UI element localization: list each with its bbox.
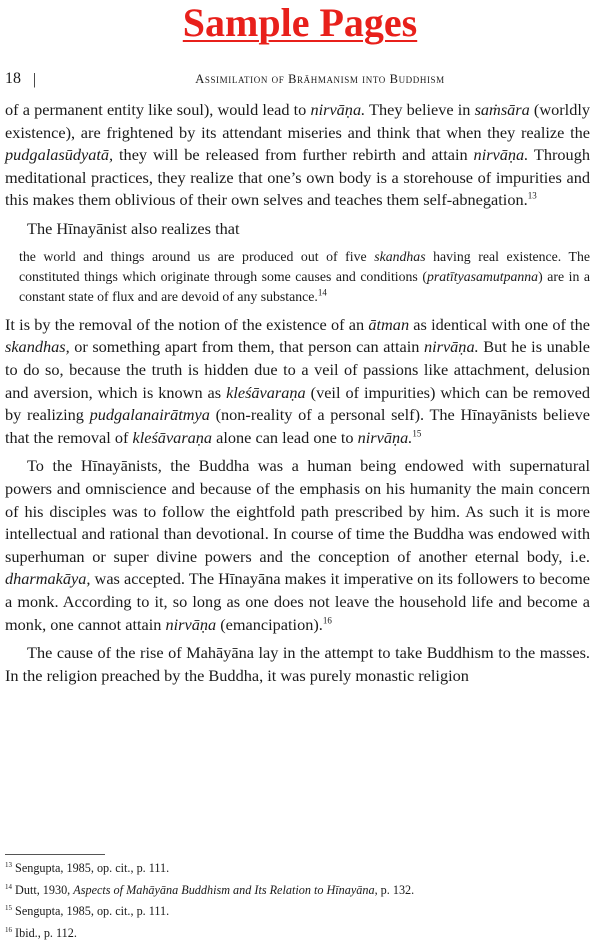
page-number: 18	[5, 70, 21, 88]
footnote-divider	[5, 854, 105, 855]
paragraph-5: The cause of the rise of Mahāyāna lay in the attempt to take Buddhism to the masses. In the religion preached by the Buddha, it was purely monastic religion	[5, 642, 590, 687]
page-body	[5, 99, 590, 687]
paragraph-1: of a permanent entity like soul), would lead to nirvāṇa. They believe in saṁsāra (worldly existence), are frightened by its attendant miseries and think that when they realize the pudgalasūdyatā, they will be released from further rebirth and attain nirvāṇa. Through meditational practices, they realize that one’s own body is a storehouse of impurities and this makes them oblivious of their own selves and teaches them self-abnegation.$^{13}$	[5, 99, 590, 212]
paragraph-4: To the Hīnayānists, the Buddha was a human being endowed with supernatural powers and omniscience and because of the emphasis on his humanity the main concern of his disciples was to follow the eightfold path prescribed by him. As such it is more intellectual and rational than devotional. In course of time the Buddha was endowed with superhuman or super divine powers and the conception of another eternal body, i.e. dharmakāya, was accepted. The Hīnayāna makes it imperative on its followers to become a monk. According to it, so long as one does not leave the household life and become a monk, one cannot attain nirvāṇa (emancipation).$^{16}$	[5, 455, 590, 636]
running-header	[0, 70, 600, 92]
footnote-ref: 16	[323, 615, 332, 625]
header-separator: |	[33, 71, 36, 89]
footnote-ref: 13	[528, 191, 537, 201]
footnotes	[5, 858, 590, 944]
block-quote: the world and things around us are produced out of five skandhas having real existence. The constituted things which originate through some causes and conditions (pratītyasamutpanna) are in a constant state of flux and are devoid of any substance.$^{14}$	[5, 247, 590, 308]
paragraph-3: It is by the removal of the notion of the existence of an ātman as identical with one of the skandhas, or something apart from them, that person can attain nirvāṇa. But he is unable to do so, because the truth is hidden due to a veil of passions like attachment, delusion and aversion, which is known as kleśāvaraṇa (veil of impurities) which can be removed by realizing pudgalanairātmya (non-reality of a personal self). The Hīnayānists believe that the removal of kleśāvaraṇa alone can lead one to nirvāṇa.$^{15}$	[5, 314, 590, 450]
footnote-16: $^{16}$ Ibid., p. 112.	[5, 923, 590, 944]
banner-title: Sample Pages	[183, 0, 417, 45]
footnote-14: $^{14}$ Dutt, 1930, Aspects of Mahāyāna Buddhism and Its Relation to Hīnayāna, p. 132.	[5, 880, 590, 902]
footnote-13: $^{13}$ Sengupta, 1985, op. cit., p. 111.	[5, 858, 590, 880]
footnote-ref: 14	[318, 288, 327, 298]
footnote-15: $^{15}$ Sengupta, 1985, op. cit., p. 111.	[5, 901, 590, 923]
paragraph-2: The Hīnayānist also realizes that	[5, 218, 590, 241]
running-title: Assimilation of Brāhmanism into Buddhism	[0, 72, 600, 87]
footnote-ref: 15	[412, 428, 421, 438]
sample-pages-banner	[0, 0, 600, 48]
